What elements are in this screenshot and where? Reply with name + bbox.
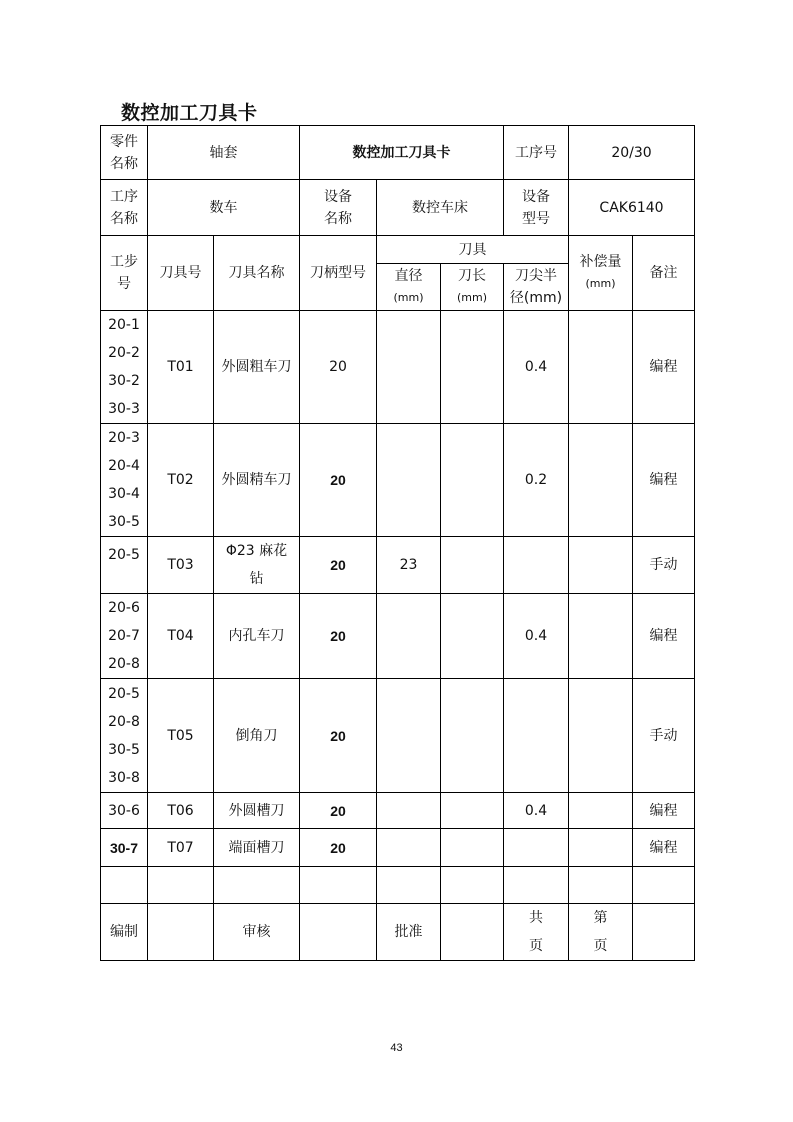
part-name-label: 零件 名称 <box>101 126 148 180</box>
holder-cell: 20 <box>300 594 377 679</box>
remark-cell: 编程 <box>633 424 695 537</box>
diameter-cell <box>377 829 441 867</box>
table-row <box>101 793 695 829</box>
empty-cell <box>300 867 377 904</box>
step-cell: 20-5 <box>101 537 148 594</box>
diameter-cell <box>377 311 441 424</box>
tool-name-cell: 外圆精车刀 <box>214 424 300 537</box>
length-cell <box>441 679 504 793</box>
tip-radius-cell: 0.4 <box>504 793 569 829</box>
footer-row <box>101 904 695 961</box>
tool-card-table <box>100 125 695 961</box>
total-pages-cell: 共 页 <box>504 904 569 961</box>
equip-name-label: 设备 名称 <box>300 180 377 236</box>
empty-cell <box>569 867 633 904</box>
length-cell <box>441 537 504 594</box>
equip-name-value: 数控车床 <box>377 180 504 236</box>
tool-no-cell: T07 <box>148 829 214 867</box>
tip-radius-cell <box>504 537 569 594</box>
table-row <box>101 537 695 594</box>
footer-empty-cell <box>633 904 695 961</box>
page-of-cell: 第 页 <box>569 904 633 961</box>
empty-cell <box>377 867 441 904</box>
part-name-value: 轴套 <box>148 126 300 180</box>
col-tool-name: 刀具名称 <box>214 236 300 311</box>
length-cell <box>441 594 504 679</box>
table-row <box>101 311 695 424</box>
step-cell: 30-7 <box>101 829 148 867</box>
diameter-cell <box>377 424 441 537</box>
holder-cell: 20 <box>300 793 377 829</box>
equip-model-label: 设备 型号 <box>504 180 569 236</box>
table-row <box>101 424 695 537</box>
diameter-cell <box>377 679 441 793</box>
diameter-cell <box>377 793 441 829</box>
card-title: 数控加工刀具卡 <box>300 126 504 180</box>
process-no-label: 工序号 <box>504 126 569 180</box>
tool-no-cell: T05 <box>148 679 214 793</box>
remark-cell: 手动 <box>633 679 695 793</box>
compensation-cell <box>569 829 633 867</box>
col-tool-group: 刀具 <box>377 236 569 264</box>
holder-cell: 20 <box>300 311 377 424</box>
header-row-part <box>101 126 695 180</box>
tool-no-cell: T01 <box>148 311 214 424</box>
col-diameter: 直径 (mm) <box>377 264 441 311</box>
tool-no-cell: T02 <box>148 424 214 537</box>
holder-cell: 20 <box>300 829 377 867</box>
tool-no-cell: T04 <box>148 594 214 679</box>
compensation-cell <box>569 793 633 829</box>
reviewed-label: 审核 <box>214 904 300 961</box>
length-cell <box>441 311 504 424</box>
empty-row <box>101 867 695 904</box>
tool-name-cell: 外圆槽刀 <box>214 793 300 829</box>
remark-cell: 编程 <box>633 594 695 679</box>
col-tip-radius: 刀尖半 径(mm) <box>504 264 569 311</box>
remark-cell: 编程 <box>633 311 695 424</box>
holder-cell: 20 <box>300 537 377 594</box>
header-row-process <box>101 180 695 236</box>
step-cell: 20-1 20-2 30-2 30-3 <box>101 311 148 424</box>
page-title: 数控加工刀具卡 <box>121 102 258 124</box>
compensation-cell <box>569 679 633 793</box>
col-tool-no: 刀具号 <box>148 236 214 311</box>
tip-radius-cell: 0.4 <box>504 594 569 679</box>
compensation-cell <box>569 311 633 424</box>
tool-no-cell: T06 <box>148 793 214 829</box>
empty-cell <box>101 867 148 904</box>
holder-cell: 20 <box>300 679 377 793</box>
remark-cell: 编程 <box>633 793 695 829</box>
remark-cell: 手动 <box>633 537 695 594</box>
col-remark: 备注 <box>633 236 695 311</box>
table-row <box>101 679 695 793</box>
compensation-cell <box>569 424 633 537</box>
table-row <box>101 594 695 679</box>
step-cell: 20-6 20-7 20-8 <box>101 594 148 679</box>
process-name-label: 工序 名称 <box>101 180 148 236</box>
approved-label: 批准 <box>377 904 441 961</box>
step-cell: 20-3 20-4 30-4 30-5 <box>101 424 148 537</box>
prepared-value <box>148 904 214 961</box>
length-cell <box>441 793 504 829</box>
prepared-label: 编制 <box>101 904 148 961</box>
tip-radius-cell: 0.2 <box>504 424 569 537</box>
col-step-no: 工步 号 <box>101 236 148 311</box>
table-row <box>101 829 695 867</box>
step-cell: 30-6 <box>101 793 148 829</box>
column-header-row-1 <box>101 236 695 264</box>
empty-cell <box>214 867 300 904</box>
diameter-cell <box>377 594 441 679</box>
page-number: 43 <box>390 1042 403 1054</box>
tool-no-cell: T03 <box>148 537 214 594</box>
tool-name-cell: 端面槽刀 <box>214 829 300 867</box>
length-cell <box>441 424 504 537</box>
reviewed-value <box>300 904 377 961</box>
tool-name-cell: 内孔车刀 <box>214 594 300 679</box>
tip-radius-cell <box>504 829 569 867</box>
empty-cell <box>633 867 695 904</box>
col-length: 刀长 (mm) <box>441 264 504 311</box>
tip-radius-cell: 0.4 <box>504 311 569 424</box>
diameter-cell: 23 <box>377 537 441 594</box>
holder-cell: 20 <box>300 424 377 537</box>
step-cell: 20-5 20-8 30-5 30-8 <box>101 679 148 793</box>
tool-name-cell: 倒角刀 <box>214 679 300 793</box>
compensation-cell <box>569 537 633 594</box>
empty-cell <box>148 867 214 904</box>
compensation-cell <box>569 594 633 679</box>
empty-cell <box>504 867 569 904</box>
process-no-value: 20/30 <box>569 126 695 180</box>
approved-value <box>441 904 504 961</box>
tool-name-cell: 外圆粗车刀 <box>214 311 300 424</box>
col-compensation: 补偿量 (mm) <box>569 236 633 311</box>
empty-cell <box>441 867 504 904</box>
remark-cell: 编程 <box>633 829 695 867</box>
length-cell <box>441 829 504 867</box>
tool-name-cell: Φ23 麻花 钻 <box>214 537 300 594</box>
tip-radius-cell <box>504 679 569 793</box>
equip-model-value: CAK6140 <box>569 180 695 236</box>
col-holder-model: 刀柄型号 <box>300 236 377 311</box>
process-name-value: 数车 <box>148 180 300 236</box>
